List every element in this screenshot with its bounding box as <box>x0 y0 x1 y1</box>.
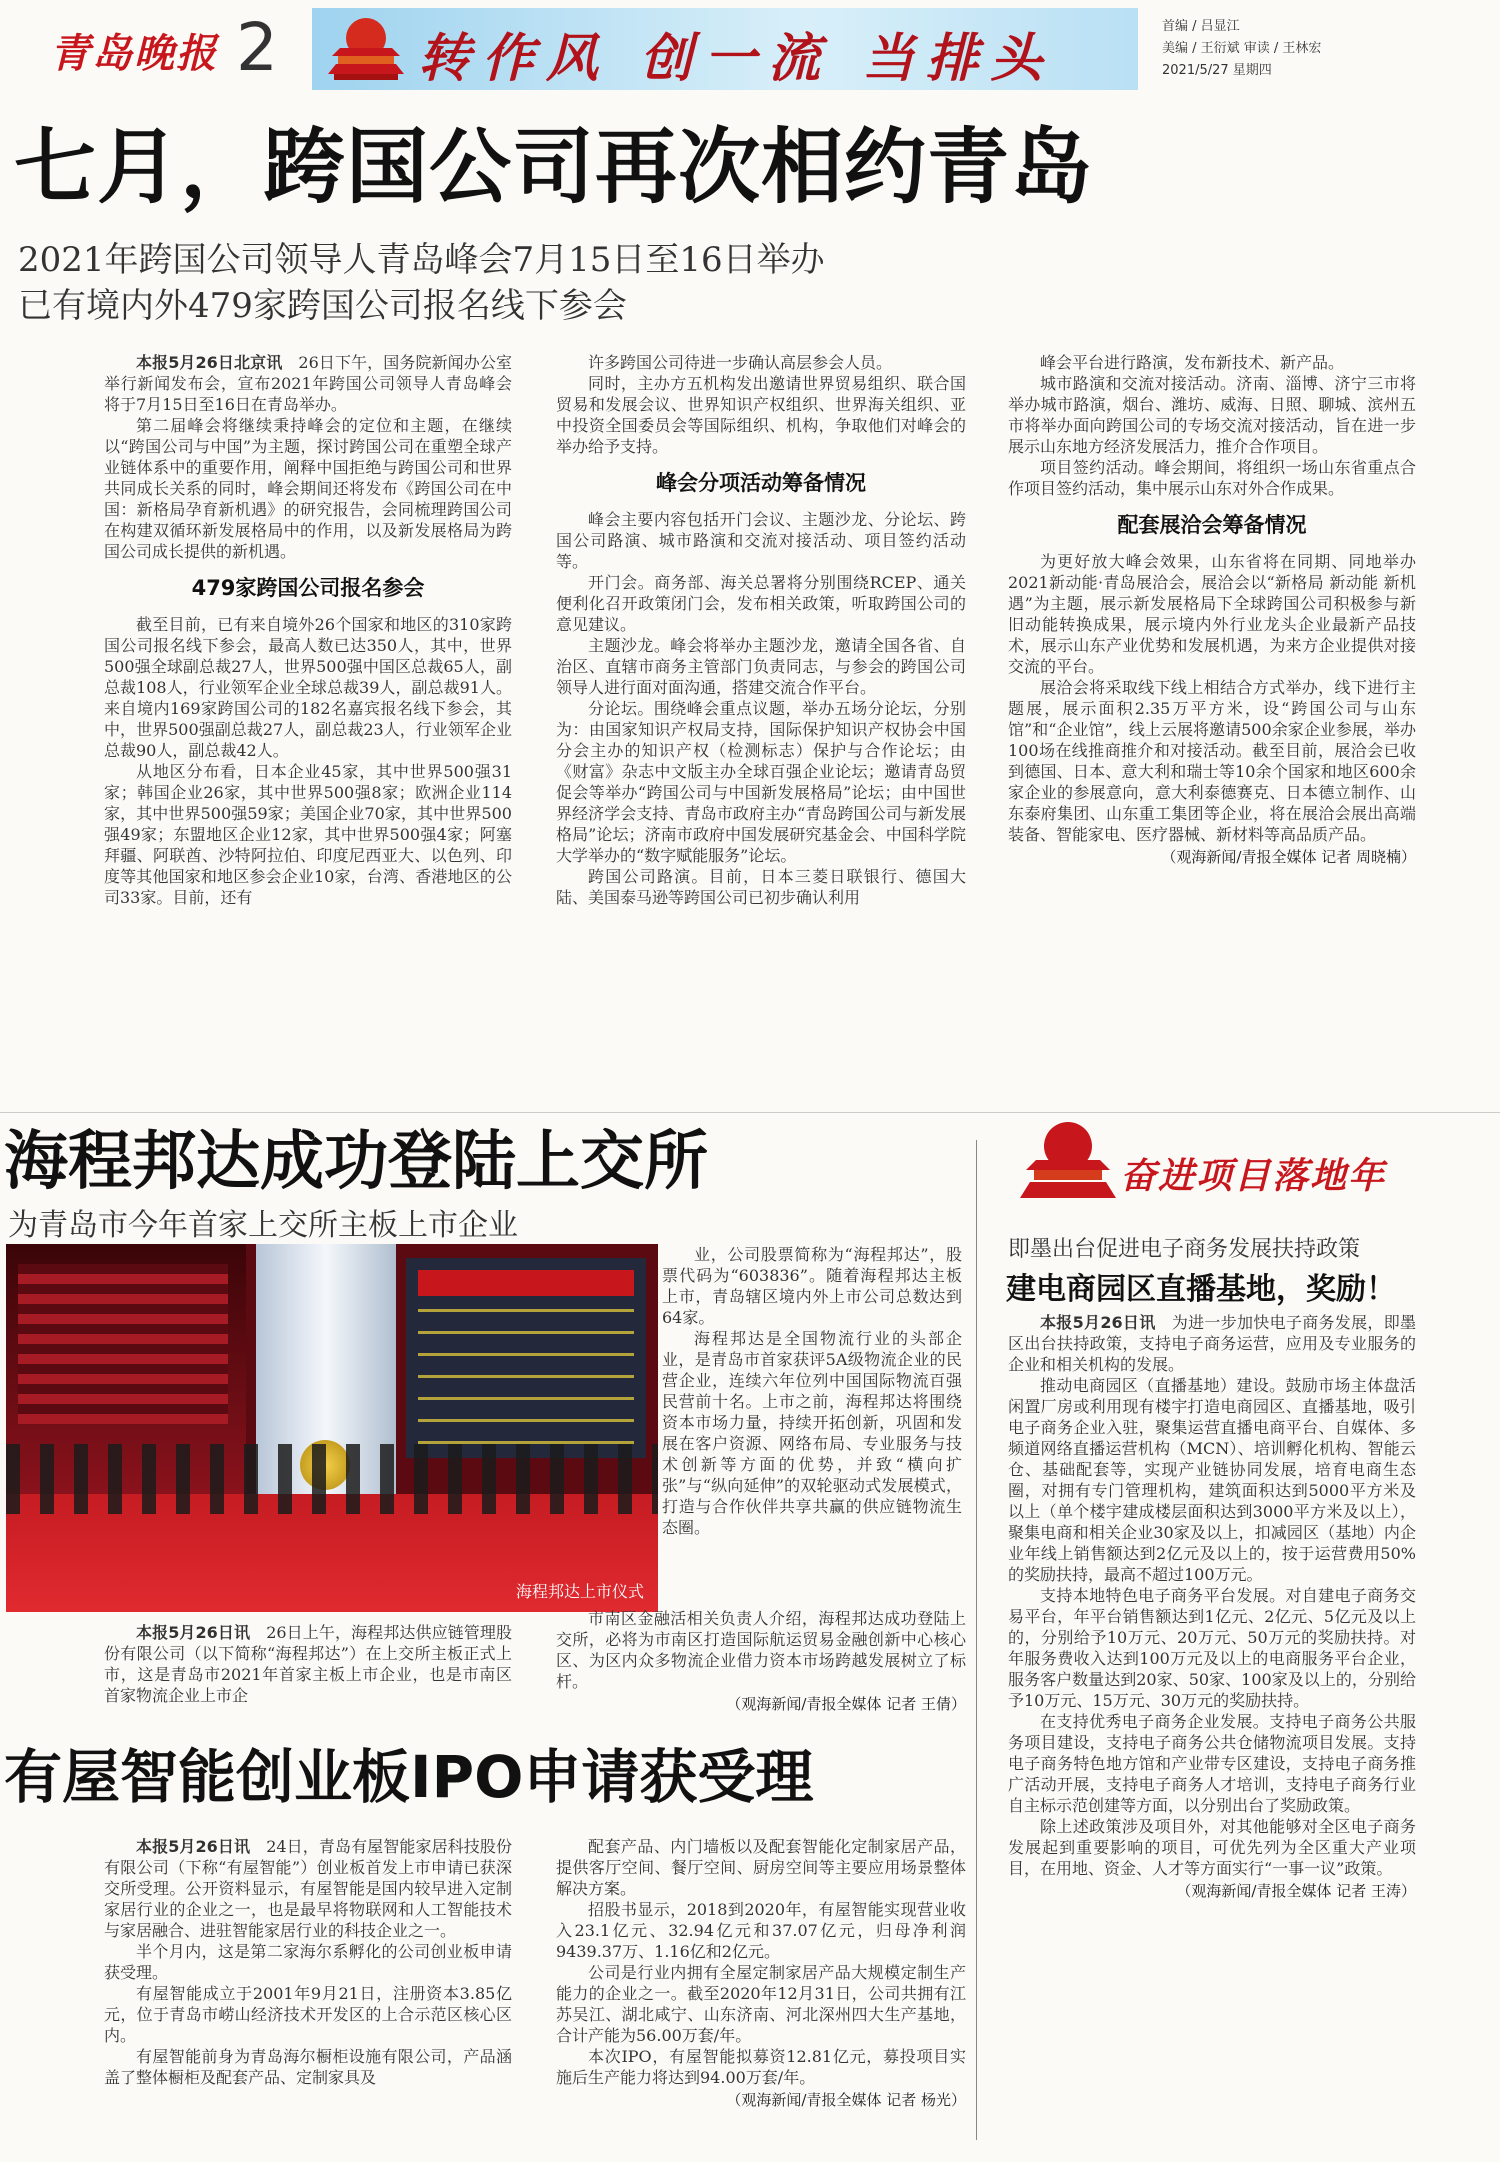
headline-multinational-summit: 七月，跨国公司再次相约青岛 <box>14 120 1094 215</box>
article4-column <box>1008 1312 1416 2142</box>
article1-column2 <box>556 352 966 1104</box>
paragraph: 城市路演和交流对接活动。济南、淄博、济宁三市将举办城市路演，烟台、潍坊、威海、日照、聊城、滨州五市将举办面向跨国公司的专场交流对接活动，旨在进一步展示山东地方经济发展活力，推介合作项目。 <box>1008 374 1416 456</box>
article4-subhead: 即墨出台促进电子商务发展扶持政策 <box>1008 1237 1361 1262</box>
article2-column2 <box>556 1608 966 1732</box>
tiananmen-badge-icon <box>1020 1118 1116 1208</box>
paragraph: 跨国公司路演。目前，日本三菱日联银行、德国大陆、美国泰马逊等跨国公司已初步确认利用 <box>556 867 966 907</box>
paragraph: 在支持优秀电子商务企业发展。支持电子商务公共服务项目建设，支持电子商务公共仓储物流项目发展。支持电子商务特色地方馆和产业带专区建设，支持电子商务推广活动开展，支持电子商务人才培训，支持电子商务行业自主标示范创建等方面，以分别出台了奖励政策。 <box>1008 1712 1416 1815</box>
paper-name: 青岛晚报 <box>50 30 218 77</box>
paragraph: 公司是行业内拥有全屋定制家居产品大规模定制生产能力的企业之一。截至2020年12月31日，公司共拥有江苏吴江、湖北咸宁、山东济南、河北深州四大生产基地，合计产能为56.00万套/年。 <box>556 1963 966 2045</box>
headline-ecommerce-reward: 建电商园区直播基地，奖励！ <box>1006 1272 1396 1307</box>
paragraph: 为更好放大峰会效果，山东省将在同期、同地举办2021新动能·青岛展洽会，展洽会以“新格局 新动能 新机遇”为主题，展示新发展格局下全球跨国公司积极参与新旧动能转换成果，展示境内外行业龙头企业最新产品技术，展示山东产业优势和发展机遇，为来方企业提供对接交流的平台。 <box>1008 552 1416 676</box>
paragraph: 本报5月26日讯 24日，青岛有屋智能家居科技股份有限公司（下称“有屋智能”）创业板首发上市申请已获深交所受理。公开资料显示，有屋智能是国内较早进入定制家居行业的企业之一，也是最早将物联网和人工智能技术与家居融合、进驻智能家居行业的科技企业之一。 <box>104 1837 512 1940</box>
tiananmen-logo-icon <box>326 16 406 82</box>
divider <box>0 1112 1500 1113</box>
byline: （观海新闻/青报全媒体 记者 杨光） <box>726 2091 966 2109</box>
paragraph: 招股书显示，2018到2020年，有屋智能实现营业收入23.1亿元、32.94亿元和37.07亿元，归母净利润9439.37万、1.16亿和2亿元。 <box>556 1900 966 1961</box>
paragraph: 推动电商园区（直播基地）建设。鼓励市场主体盘活闲置厂房或利用现有楼宇打造电商园区、直播基地，吸引电子商务企业入驻，聚集运营直播电商平台、自媒体、多频道网络直播运营机构（MCN）、培训孵化机构、智能云仓、基础配套等，实现产业链协同发展，培育电商生态圈，对拥有专门管理机构，建筑面积达到5000平方米及以上（单个楼宇建成楼层面积达到3000平方米及以上），聚集电商和相关企业30家及以上，扣减园区（基地）内企业年线上销售额达到2亿元及以上的，按于运营费用50%的奖励扶持，最高不超过100万元。 <box>1008 1376 1416 1584</box>
section-heading: 峰会分项活动筹备情况 <box>656 471 866 495</box>
article3-column2 <box>556 1836 966 2152</box>
dateline: 本报5月26日讯 <box>136 1837 251 1856</box>
section-heading: 479家跨国公司报名参会 <box>191 576 425 600</box>
paragraph: 有屋智能前身为青岛海尔橱柜设施有限公司，产品涵盖了整体橱柜及配套产品、定制家具及 <box>104 2047 512 2087</box>
photo-screen-title <box>418 1270 634 1296</box>
subhead-registrations: 已有境内外479家跨国公司报名线下参会 <box>18 286 627 326</box>
headline-youwu-ipo: 有屋智能创业板IPO申请获受理 <box>4 1743 814 1811</box>
paragraph: 同时，主办方五机构发出邀请世界贸易组织、联合国贸易和发展会议、世界知识产权组织、世界海关组织、亚中投资全国委员会等国际组织、机构，争取他们对峰会的举办给予支持。 <box>556 374 966 456</box>
article1-column3 <box>1008 352 1416 1104</box>
paragraph: 本报5月26日讯 26日上午，海程邦达供应链管理股份有限公司（以下简称“海程邦达”）在上交所主板正式上市，这是青岛市2021年首家主板上市企业，也是市南区首家物流企业上市企 <box>104 1623 512 1705</box>
byline: （观海新闻/青报全媒体 记者 王倩） <box>726 1695 966 1713</box>
dateline: 本报5月26日讯 <box>1040 1313 1156 1332</box>
photo-caption: 海程邦达上市仪式 <box>515 1582 644 1601</box>
badge-text: 奋进项目落地年 <box>1120 1155 1387 1197</box>
paragraph: 本报5月26日北京讯 26日下午，国务院新闻办公室举行新闻发布会，宣布2021年跨国公司领导人青岛峰会将于7月15日至16日在青岛举办。 <box>104 353 512 414</box>
paragraph: 展洽会将采取线下线上相结合方式举办，线下进行主题展，展示面积2.35万平方米，设“跨国公司与山东馆”和“企业馆”，线上云展将邀请500余家企业参展，举办100场在线推商推介和对接活动。截至目前，展洽会已收到德国、日本、意大利和瑞士等10余个国家和地区600余家企业的参展意向，意大利泰德赛克、日本德立制作、山东泰府集团、山东重工集团等企业，将在展洽会展出高端装备、智能家电、医疗器械、新材料等高品质产品。 <box>1008 678 1416 844</box>
paragraph: 本次IPO，有屋智能拟募资12.81亿元，募投项目实施后生产能力将达到94.00万套/年。 <box>556 2047 966 2087</box>
subhead-first-listing: 为青岛市今年首家上交所主板上市企业 <box>8 1208 518 1243</box>
paragraph: 有屋智能成立于2001年9月21日，注册资本3.85亿元，位于青岛市崂山经济技术开发区的上合示范区核心区内。 <box>104 1984 512 2045</box>
photo-audience <box>6 1444 658 1514</box>
masthead <box>0 0 1500 98</box>
date-line: 2021/5/27 星期四 <box>1162 63 1272 78</box>
paragraph: 峰会平台进行路演，发布新技术、新产品。 <box>1040 353 1345 372</box>
paragraph: 主题沙龙。峰会将举办主题沙龙，邀请全国各省、自治区、直辖市商务主管部门负责同志，与参会的跨国公司领导人进行面对面沟通，搭建交流合作平台。 <box>556 636 966 697</box>
paragraph: 第二届峰会将继续秉持峰会的定位和主题，在继续以“跨国公司与中国”为主题，探讨跨国公司在重塑全球产业链体系中的重要作用，阐释中国拒绝与跨国公司和世界共同成长关系的同时，峰会期间还将发布《跨国公司在中国：新格局孕育新机遇》的研究报告，会同梳理跨国公司在构建双循环新发展格局中的作用，以及新发展格局为跨国公司成长提供的新机遇。 <box>104 416 512 561</box>
paragraph: 项目签约活动。峰会期间，将组织一场山东省重点合作项目签约活动，集中展示山东对外合作成果。 <box>1008 458 1416 498</box>
dateline: 本报5月26日讯 <box>136 1623 251 1642</box>
subhead-summit-dates: 2021年跨国公司领导人青岛峰会7月15日至16日举办 <box>18 240 825 280</box>
dateline: 本报5月26日北京讯 <box>136 353 283 372</box>
paragraph: 支持本地特色电子商务平台发展。对自建电子商务交易平台，年平台销售额达到1亿元、2亿元、5亿元及以上的，分别给予10万元、20万元、50万元的奖励扶持。对年服务费收入达到100万元及以上的电商服务平台企业，服务客户数量达到20家、50家、100家及以上的，分别给予10万元、15万元、30万元的奖励扶持。 <box>1008 1586 1416 1710</box>
paragraph: 开门会。商务部、海关总署将分别围绕RCEP、通关便利化召开政策闭门会，发布相关政策，听取跨国公司的意见建议。 <box>556 573 966 634</box>
page-number: 2 <box>236 9 278 86</box>
paragraph: 除上述政策涉及项目外，对其他能够对全区电子商务发展起到重要影响的项目，可优先列为全区重大产业项目，在用地、资金、人才等方面实行“一事一议”政策。 <box>1008 1817 1416 1878</box>
headline-haichengbangda: 海程邦达成功登陆上交所 <box>4 1125 708 1199</box>
article3-column1 <box>104 1836 512 2152</box>
project-year-badge <box>1020 1118 1420 1208</box>
byline: （观海新闻/青报全媒体 记者 周晓楠） <box>1161 848 1416 866</box>
article2-column-right <box>662 1244 962 1612</box>
byline: （观海新闻/青报全媒体 记者 王涛） <box>1176 1882 1416 1900</box>
listing-ceremony-photo <box>6 1244 658 1612</box>
paragraph: 业，公司股票简称为“海程邦达”，股票代码为“603836”。随着海程邦达主板上市，青岛辖区境内外上市公司总数达到64家。 <box>662 1245 962 1327</box>
paragraph: 本报5月26日讯 为进一步加快电子商务发展，即墨区出台扶持政策，支持电子商务运营，应用及专业服务的企业和相关机构的发展。 <box>1008 1313 1416 1374</box>
desk-line: 美编 / 王衍斌 审读 / 王林宏 <box>1162 41 1322 56</box>
editor-line: 首编 / 吕显江 <box>1162 19 1240 34</box>
photo-screen-left <box>18 1264 228 1424</box>
slogan-text: 转作风 创一流 当排头 <box>418 28 1055 89</box>
article1-column1 <box>104 352 512 1104</box>
paragraph: 峰会主要内容包括开门会议、主题沙龙、分论坛、跨国公司路演、城市路演和交流对接活动、项目签约活动等。 <box>556 510 966 571</box>
paragraph: 许多跨国公司待进一步确认高层参会人员。 <box>588 353 893 372</box>
paragraph: 半个月内，这是第二家海尔系孵化的公司创业板申请获受理。 <box>104 1942 512 1982</box>
section-heading: 配套展洽会筹备情况 <box>1117 513 1307 537</box>
editor-info <box>1162 16 1321 82</box>
paragraph: 海程邦达是全国物流行业的头部企业，是青岛市首家获评5A级物流企业的民营企业，连续六年位列中国国际物流百强民营前十名。上市之前，海程邦达将围绕资本市场力量，持续开拓创新，巩固和发展在客户资源、网络布局、专业服务与技术创新等方面的优势，并致“横向扩张”与“纵向延伸”的双轮驱动式发展模式，打造与合作伙伴共享共赢的供应链物流生态圈。 <box>662 1329 962 1537</box>
photo-screen-rows <box>418 1304 634 1444</box>
paragraph: 市南区金融活相关负责人介绍，海程邦达成功登陆上交所，必将为市南区打造国际航运贸易金融创新中心核心区、为区内众多物流企业借力资本市场跨越发展树立了标杆。 <box>556 1609 966 1691</box>
paragraph: 从地区分布看，日本企业45家，其中世界500强31家；韩国企业26家，其中世界500强8家；欧洲企业114家，其中世界500强59家；美国企业70家，其中世界500强49家；东盟地区企业12家，其中世界500强4家；阿塞拜疆、阿联酋、沙特阿拉伯、印度尼西亚大、以色列、印度等其他国家和地区参会企业10家，台湾、香港地区的公司33家。目前，还有 <box>104 762 512 907</box>
article2-column1 <box>104 1622 512 1730</box>
slogan-banner <box>312 8 1138 90</box>
paragraph: 截至目前，已有来自境外26个国家和地区的310家跨国公司报名线下参会，最高人数已达350人，其中，世界500强全球副总裁27人，世界500强中国区总裁65人，副总裁108人，行业领军企业全球总裁39人，副总裁91人。来自境内169家跨国公司的182名嘉宾报名线下参会，其中，世界500强副总裁27人，副总裁23人，行业领军企业总裁90人，副总裁42人。 <box>104 615 512 760</box>
paragraph: 分论坛。围绕峰会重点议题，举办五场分论坛，分别为：由国家知识产权局支持，国际保护知识产权协会中国分会主办的知识产权（检测标志）保护与合作论坛；由《财富》杂志中文版主办全球百强企业论坛；邀请青岛贸促会等举办“跨国公司与中国新发展格局”论坛；由中国世界经济学会支持、青岛市政府主办“青岛跨国公司与新发展格局”论坛；济南市政府中国发展研究基金会、中国科学院大学举办的“数字赋能服务”论坛。 <box>556 699 966 865</box>
paragraph: 配套产品、内门墙板以及配套智能化定制家居产品，提供客厅空间、餐厅空间、厨房空间等主要应用场景整体解决方案。 <box>556 1837 966 1898</box>
